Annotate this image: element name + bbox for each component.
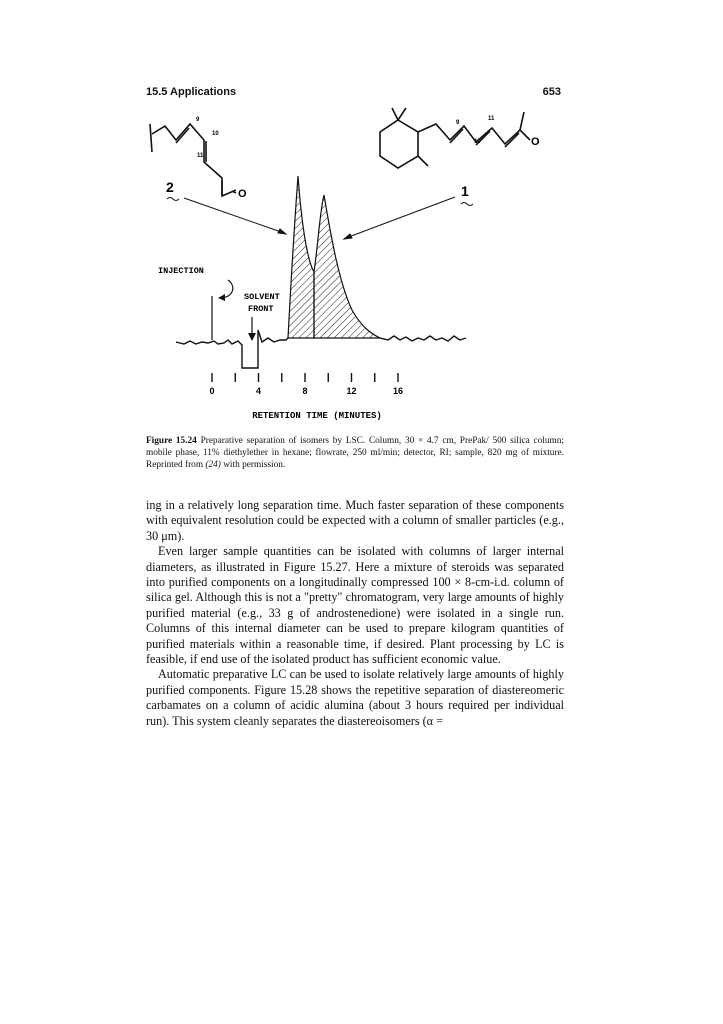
left-atom-9: 9 xyxy=(196,117,200,123)
x-axis-title: RETENTION TIME (MINUTES) xyxy=(252,411,382,421)
molecule-structure-2 xyxy=(150,124,236,196)
x-tick-label-16: 16 xyxy=(392,386,404,396)
page-number: 653 xyxy=(542,86,561,98)
right-atom-10: 10 xyxy=(474,139,481,145)
peak-compound-1 xyxy=(314,195,380,338)
solvent-front-label-line1: SOLVENT xyxy=(244,292,280,302)
compound-label-1: 1 xyxy=(461,183,469,199)
paragraph-2: Even larger sample quantities can be isolated with columns of larger internal diameters, as illustrated in Figure 15.27. Here a mixture of steroids was separated into purified components on a longitudinally compressed 100 × 8-cm-i.d. column of silica gel. Although this is not a "pretty" chromatogram, very large amounts of highly purified material (e.g., 33 g of androstenedione) were isolated in a single run. Columns of this internal diameter can be used to prepare kilogram quantities of purified materials within a reasonable time, if desired. Plant processing by LC is feasible, if end use of the isolated product has sufficient economic value. xyxy=(146,544,564,667)
left-oxygen: O xyxy=(238,188,247,200)
left-atom-11: 11 xyxy=(197,153,204,159)
caption-text: Preparative separation of isomers by LSC. Column, 30 × 4.7 cm, PrePak/ 500 silica column; mobile phase, 11% diethylether in hexane; flowrate, 250 ml/min; detector, RI; sample, 820 mg of mixture. Reprinted from xyxy=(146,436,564,470)
x-tick-label-8: 8 xyxy=(302,386,308,396)
caption-reference: (24) xyxy=(205,460,221,470)
right-atom-9: 9 xyxy=(456,120,460,126)
right-atom-11: 11 xyxy=(488,116,495,122)
running-header-section: 15.5 Applications xyxy=(146,86,237,98)
chromatogram-figure xyxy=(140,100,570,430)
molecule-structure-1 xyxy=(380,108,530,168)
arrow-to-peak-2 xyxy=(184,198,284,233)
compound-label-2: 2 xyxy=(166,179,174,195)
x-tick-label-0: 0 xyxy=(209,386,215,396)
compound-label-1-tilde xyxy=(461,203,473,206)
compound-label-2-tilde xyxy=(167,198,179,201)
x-tick-label-12: 12 xyxy=(346,386,357,396)
paragraph-3: Automatic preparative LC can be used to isolate relatively large amounts of highly purified components. Figure 15.28 shows the repetitive separation of diastereomeric carbamates on a column of acidic alumina (about 3 hours required per individual run). This system cleanly separates the diastereoisomers (α = xyxy=(146,667,564,728)
injection-label: INJECTION xyxy=(158,266,204,276)
solvent-front-label-line2: FRONT xyxy=(248,304,274,314)
right-oxygen: O xyxy=(531,136,540,148)
caption-figure-label: Figure 15.24 xyxy=(146,436,197,446)
caption-tail: with permission. xyxy=(220,460,286,470)
x-tick-label-4: 4 xyxy=(255,386,262,396)
figure-caption xyxy=(146,435,564,471)
arrow-to-peak-1 xyxy=(346,197,455,238)
x-axis-ticks xyxy=(209,373,403,396)
paragraph-1: ing in a relatively long separation time. Much faster separation of these components with equivalent resolution could be expected with a column of smaller particles (e.g., 30 μm). xyxy=(146,498,564,543)
peak-compound-2 xyxy=(288,176,314,338)
left-atom-10: 10 xyxy=(212,131,219,137)
body-text xyxy=(146,498,564,729)
